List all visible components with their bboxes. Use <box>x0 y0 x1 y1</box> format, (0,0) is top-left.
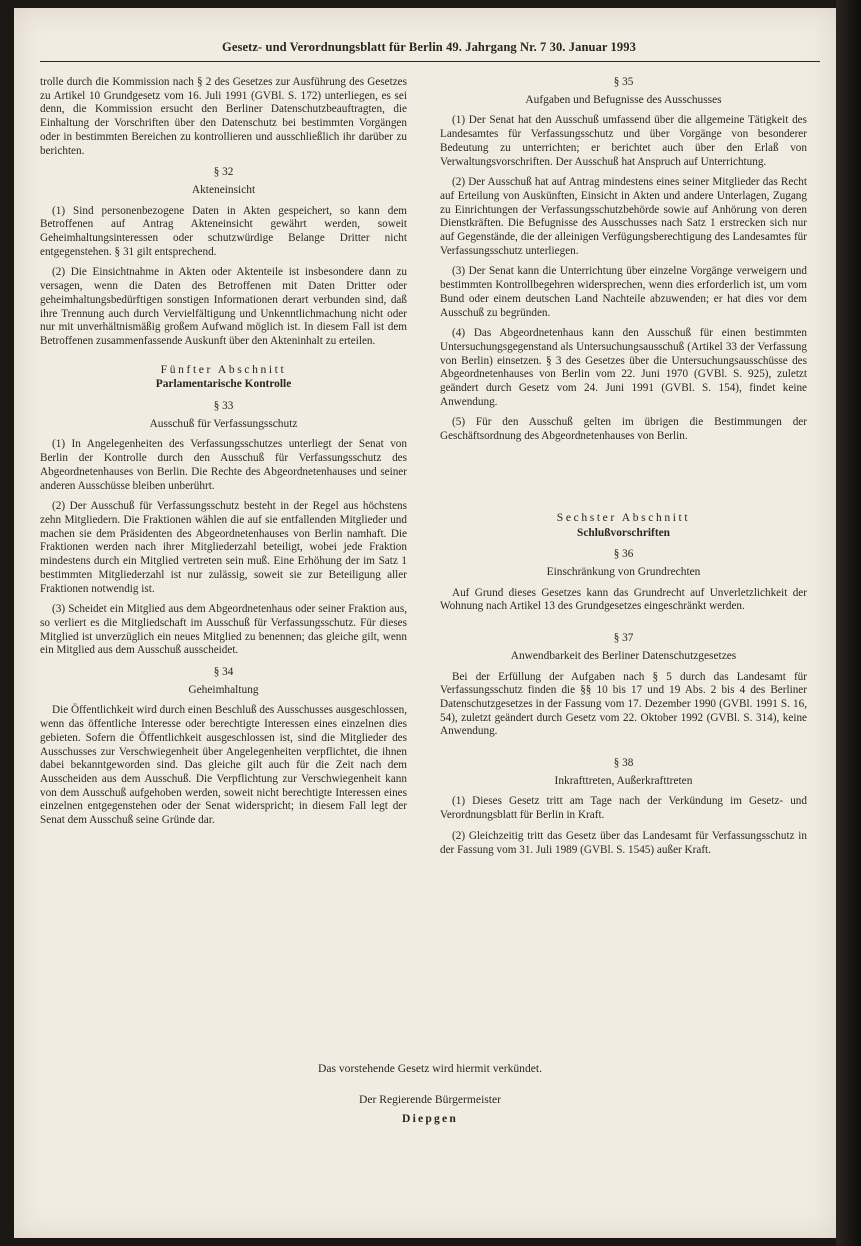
paragraph: (2) Die Einsichtnahme in Akten oder Aktenteile ist insbesondere dann zu versagen, wenn die Daten des Betroffenen mit Daten Dritter oder geheimhaltungsbedürftigen sonstigen Informationen derart verbunden sind, daß ihre Trennung auch durch Vervielfältigung und Unkenntlichmachung nicht oder nur mit unverhältnismäßig großem Aufwand möglich ist. In diesem Fall ist dem Betroffenen zusammenfassende Auskunft über den Akteninhalt zu erteilen. <box>40 266 407 347</box>
signatory-name: Diepgen <box>402 1112 458 1125</box>
promulgation-line: Das vorstehende Gesetz wird hiermit verkündet. <box>317 1062 543 1075</box>
paragraph: (1) In Angelegenheiten des Verfassungsschutzes unterliegt der Senat von Berlin der Kontrolle durch den Ausschuß für Verfassungsschutz des Abgeordnetenhauses von Berlin. Die Rechte des Abgeordnetenhauses und seiner anderen Ausschüsse bleiben unberührt. <box>40 438 407 492</box>
section-title: Inkrafttreten, Außerkrafttreten <box>554 774 693 787</box>
section-number: § 37 <box>613 632 634 645</box>
section-title: Akteneinsicht <box>191 183 256 196</box>
paragraph: Bei der Erfüllung der Aufgaben nach § 5 durch das Landesamt für Verfassungsschutz finden die §§ 10 bis 17 und 19 Abs. 2 bis 4 des Berliner Datenschutzgesetzes in der Fassung vom 17. Dezember 1990 (GVBl. 1991 S. 16, 54), zuletzt geändert durch Gesetz vom 22. Oktober 1992 (GVBl. S. 314), keine Anwendung. <box>440 670 807 738</box>
signatory-title: Der Regierende Bürgermeister <box>358 1093 502 1106</box>
intro-paragraph: trolle durch die Kommission nach § 2 des Gesetzes zur Ausführung des Gesetzes zu Artikel 10 Grundgesetz vom 16. Juli 1991 (GVBl. S. 172) unterliegen, es sei denn, die Kommission ersucht den Berliner Datenschutzbeauftragten, die Einhaltung der Vorschriften über den Datenschutz bei bestimmten Vorgängen oder in bestimmten Bereichen zu kontrollieren und ausschließlich ihr darüber zu berichten. <box>40 76 407 157</box>
right-column <box>440 76 807 864</box>
paragraph: Die Öffentlichkeit wird durch einen Beschluß des Ausschusses ausgeschlossen, wenn das öffentliche Interesse oder berechtigte Interessen eines einzelnen dies gebieten. Sofern die Öffentlichkeit ausgeschlossen ist, sind die Mitglieder des Ausschusses zur Verschwiegenheit über Angelegenheiten verpflichtet, die ihnen dabei bekanntgeworden sind. Das gleiche gilt auch für die Zeit nach dem Ausscheiden aus dem Ausschuß. Die Verpflichtung zur Verschwiegenheit kann von dem Ausschuß aufgehoben werden, soweit nicht berechtigte Interessen eines einzelnen entgegenstehen oder der Senat widerspricht; in diesem Fall legt der Senat dem Ausschuß seine Gründe dar. <box>40 704 407 827</box>
section-number: § 36 <box>613 548 634 561</box>
paragraph: (1) Sind personenbezogene Daten in Akten gespeichert, so kann dem Betroffenen auf Antrag Akteneinsicht gewährt werden, soweit Geheimhaltungsinteressen oder schutzwürdige Belange Dritter nicht entgegenstehen. § 31 gilt entsprechend. <box>40 204 407 258</box>
section-number: § 34 <box>213 666 234 679</box>
section-number: § 38 <box>613 757 634 770</box>
paragraph: (2) Gleichzeitig tritt das Gesetz über das Landesamt für Verfassungsschutz in der Fassung vom 31. Juli 1989 (GVBl. S. 1545) außer Kraft. <box>440 829 807 856</box>
chapter-title: Parlamentarische Kontrolle <box>155 378 292 391</box>
left-column <box>40 76 407 835</box>
spacer <box>440 451 807 497</box>
paragraph: Auf Grund dieses Gesetzes kann das Grundrecht auf Unverletzlichkeit der Wohnung nach Artikel 13 des Grundgesetzes eingeschränkt werden. <box>440 586 807 613</box>
paragraph: (5) Für den Ausschuß gelten im übrigen die Bestimmungen der Geschäftsordnung des Abgeordnetenhauses von Berlin. <box>440 416 807 443</box>
section-title: Geheimhaltung <box>188 683 259 696</box>
section-title: Anwendbarkeit des Berliner Datenschutzgesetzes <box>510 649 737 662</box>
paragraph: (4) Das Abgeordnetenhaus kann den Ausschuß für einen bestimmten Untersuchungsgegenstand als Untersuchungsausschuß (Artikel 33 der Verfassung von Berlin) einsetzen. § 3 des Gesetzes über die Untersuchungsausschüsse des Abgeordnetenhauses von Berlin vom 22. Juni 1970 (GVBl. S. 925), zuletzt geändert durch Gesetz vom 24. Juni 1991 (GVBl. S. 154), findet keine Anwendung. <box>440 327 807 408</box>
section-title: Aufgaben und Befugnisse des Ausschusses <box>525 93 722 106</box>
paragraph: (3) Scheidet ein Mitglied aus dem Abgeordnetenhaus oder seiner Fraktion aus, so verliert es die Mitgliedschaft im Ausschuß für Verfassungsschutz. Für dieses Mitglied ist unverzüglich ein neues Mitglied zu benennen; das gleiche gilt, wenn ein Mitglied aus dem Ausschuß ausscheidet. <box>40 603 407 657</box>
paragraph: (2) Der Ausschuß für Verfassungsschutz besteht in der Regel aus höchstens zehn Mitgliedern. Die Fraktionen wählen die auf sie entfallenden Mitglieder und machen sie dem Präsidenten des Abgeordnetenhauses von Berlin namhaft. Die Fraktionen werden nach ihrer Mitgliederzahl beteiligt, wobei jede Fraktion mindestens durch ein Mitglied vertreten sein muß. Eine Erhöhung der im Satz 1 bestimmten Mitgliederzahl ist nur zulässig, soweit sie zur Beteiligung aller Fraktionen notwendig ist. <box>40 500 407 595</box>
section-title: Ausschuß für Verfassungsschutz <box>149 417 298 430</box>
chapter-label: Fünfter Abschnitt <box>160 362 287 376</box>
paragraph: (3) Der Senat kann die Unterrichtung über einzelne Vorgänge verweigern und bestimmten Kontrollbegehren widersprechen, wenn dies erforderlich ist, um vom Bund oder einem deutschen Land Nachteile abzuwenden; er hat dies vor dem Ausschuß zu begründen. <box>440 265 807 319</box>
page-header: Gesetz- und Verordnungsblatt für Berlin 49. Jahrgang Nr. 7 30. Januar 1993 <box>222 40 636 54</box>
section-number: § 32 <box>213 166 234 179</box>
book-spine <box>836 0 861 1246</box>
paragraph: (1) Der Senat hat den Ausschuß umfassend über die allgemeine Tätigkeit des Landesamtes für Verfassungsschutz und über Vorgänge von besonderer Bedeutung zu unterrichten; er berichtet auch über den Erlaß von Verwaltungsvorschriften. Der Ausschuß hat Anspruch auf Unterrichtung. <box>440 114 807 168</box>
paragraph: (1) Dieses Gesetz tritt am Tage nach der Verkündung im Gesetz- und Verordnungsblatt für Berlin in Kraft. <box>440 795 807 822</box>
section-number: § 33 <box>213 400 234 413</box>
section-title: Einschränkung von Grundrechten <box>546 565 701 578</box>
paragraph: (2) Der Ausschuß hat auf Antrag mindestens eines seiner Mitglieder das Recht auf Erteilung von Auskünften, Einsicht in Akten und andere Unterlagen, Zugang zu Einrichtungen der Verfassungsschutzbehörde sowie auf Anhörung von deren Dienstkräften. Die Befugnisse des Ausschusses nach Satz 1 erstrecken sich nur auf Gegenstände, die der alleinigen Verfügungsberechtigung des Landesamtes für Verfassungsschutz unterliegen. <box>440 176 807 257</box>
chapter-label: Sechster Abschnitt <box>556 510 691 524</box>
chapter-title: Schlußvorschriften <box>576 526 671 539</box>
section-number: § 35 <box>613 76 634 88</box>
header-rule <box>40 61 820 62</box>
